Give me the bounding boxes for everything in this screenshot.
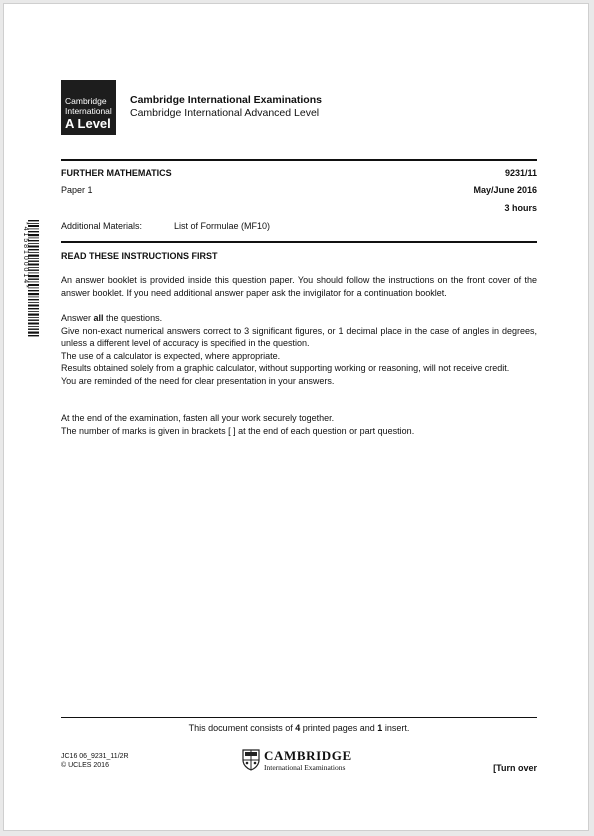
pages-count: 4 — [295, 723, 301, 733]
footer-divider — [61, 717, 537, 718]
document-reference: JC16 06_9231_11/2R — [61, 753, 129, 760]
subject-title: FURTHER MATHEMATICS — [61, 168, 172, 178]
cambridge-brand: CAMBRIDGE — [264, 748, 352, 763]
turn-over-label: [Turn over — [493, 763, 537, 773]
top-divider — [61, 159, 537, 161]
instructions-paragraph-1 — [61, 274, 537, 299]
copyright-notice: © UCLES 2016 — [61, 762, 109, 769]
pages-suffix: insert. — [382, 723, 410, 733]
organization-name: Cambridge International Examinations — [130, 94, 322, 106]
answer-all-instruction — [61, 312, 537, 325]
exam-duration: 3 hours — [504, 203, 537, 213]
crest-icon — [242, 749, 260, 771]
instructions-divider — [61, 241, 537, 243]
fasten-instruction: At the end of the examination, fasten all your work securely together. — [61, 413, 335, 423]
graphic-calculator-instruction: Results obtained solely from a graphic calculator, without supporting working or reasoning, will not receive credit. — [61, 363, 510, 373]
barcode-text: * 4 1 5 8 1 0 0 0 1 4 * — [22, 222, 29, 288]
page-count-note — [61, 723, 537, 733]
barcode-icon — [18, 220, 40, 338]
materials-label: Additional Materials: — [61, 221, 143, 231]
insert-count: 1 — [377, 723, 383, 733]
pages-prefix: This document consists of — [188, 723, 296, 733]
materials-value: List of Formulae (MF10) — [174, 221, 271, 231]
syllabus-code: 9231/11 — [504, 168, 537, 178]
answer-prefix: Answer — [61, 313, 94, 323]
logo-line-international: International — [65, 106, 112, 116]
booklet-instruction: An answer booklet is provided inside this question paper. You should follow the instructions on the front cover of the answer booklet. If you need additional answer paper ask the invigilator for a continuation booklet. — [61, 275, 537, 298]
instructions-block-2 — [61, 312, 537, 387]
exam-session: May/June 2016 — [473, 185, 537, 195]
exam-cover-page — [3, 3, 589, 831]
cambridge-brand-subtitle: International Examinations — [264, 763, 346, 772]
answer-all-bold: all — [93, 313, 104, 323]
instructions-heading: READ THESE INSTRUCTIONS FIRST — [61, 251, 218, 261]
answer-suffix: the questions. — [103, 313, 163, 323]
cambridge-footer-logo — [242, 748, 360, 774]
instructions-block-3 — [61, 412, 537, 437]
logo-line-cambridge: Cambridge — [65, 96, 107, 106]
calculator-instruction: The use of a calculator is expected, where appropriate. — [61, 350, 281, 361]
accuracy-instruction: Give non-exact numerical answers correct to 3 significant figures, or 1 decimal place in the case of angles in degrees, unless a different level of accuracy is specified in the question. — [61, 325, 537, 348]
pages-middle: printed pages and — [300, 723, 378, 733]
marks-instruction: The number of marks is given in brackets [ ] at the end of each question or part question. — [61, 425, 415, 436]
cambridge-a-level-logo — [61, 80, 116, 135]
organization-subtitle: Cambridge International Advanced Level — [130, 107, 320, 119]
logo-line-a-level: A Level — [65, 116, 111, 131]
presentation-instruction: You are reminded of the need for clear presentation in your answers. — [61, 375, 335, 386]
barcode — [18, 220, 40, 338]
paper-number: Paper 1 — [61, 185, 93, 195]
